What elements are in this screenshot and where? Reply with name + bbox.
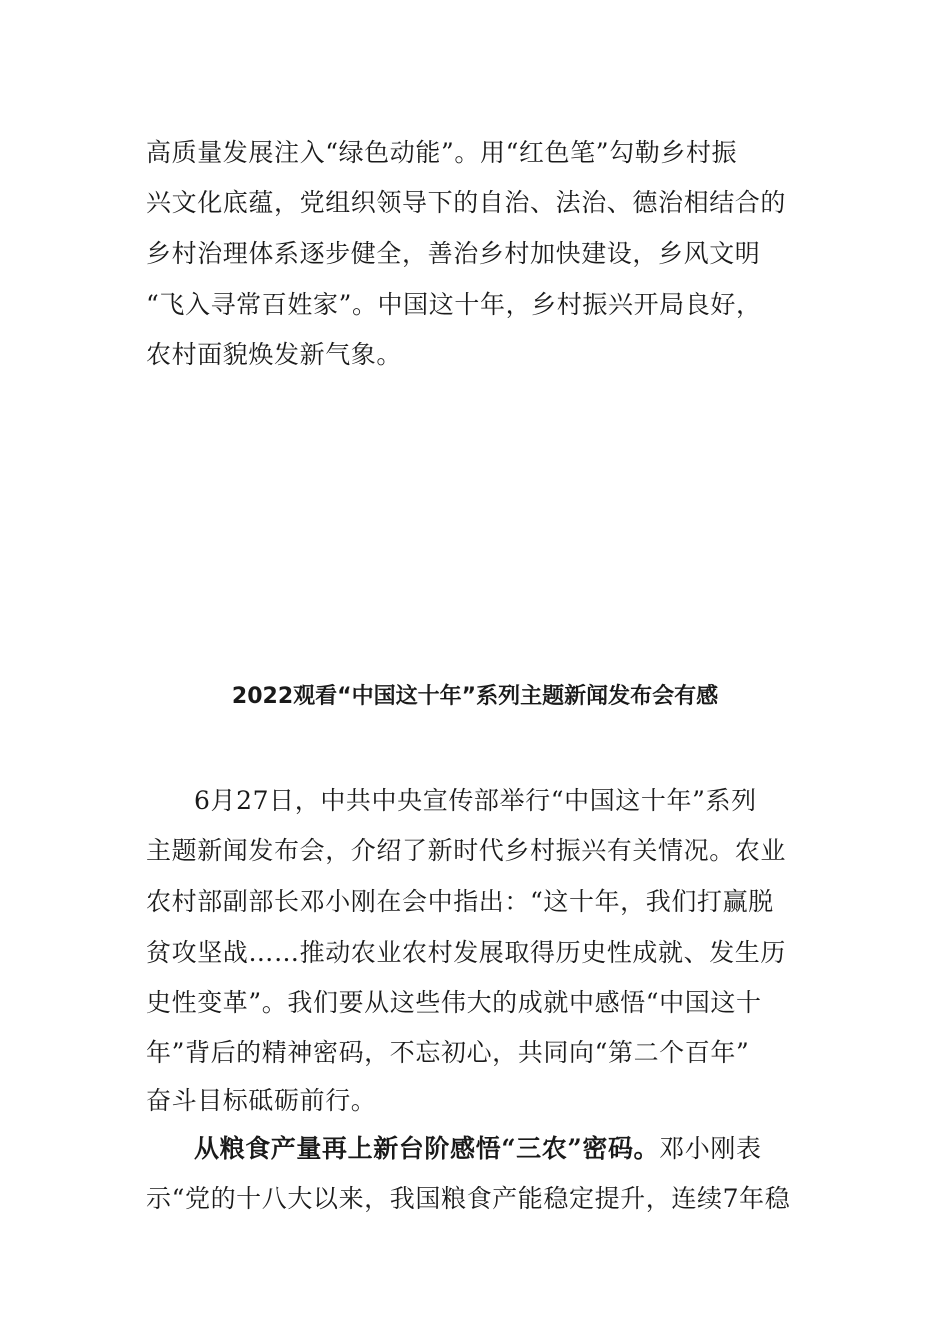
paragraph-heading: 从粮食产量再上新台阶感悟“三农”密码。 [194, 1134, 660, 1163]
article-title: 2022观看“中国这十年”系列主题新闻发布会有感 [231, 684, 719, 709]
body-text-line: “飞入寻常百姓家”。中国这十年，乡村振兴开局良好， [146, 290, 762, 319]
body-text-line: 6月27日，中共中央宣传部举行“中国这十年”系列 [194, 786, 757, 815]
body-text-line: 奋斗目标砥砺前行。 [146, 1086, 377, 1115]
body-text-line: 农村部副部长邓小刚在会中指出：“这十年，我们打赢脱 [146, 887, 774, 916]
body-text-line: 史性变革”。我们要从这些伟大的成就中感悟“中国这十 [146, 988, 762, 1017]
paragraph-text: 邓小刚表 [659, 1134, 762, 1163]
body-text-line: 贫攻坚战……推动农业农村发展取得历史性成就、发生历 [146, 938, 787, 967]
body-text-line: 主题新闻发布会，介绍了新时代乡村振兴有关情况。农业 [146, 836, 787, 865]
body-text-line: 年”背后的精神密码，不忘初心，共同向“第二个百年” [146, 1038, 750, 1067]
body-text-line: 农村面貌焕发新气象。 [146, 340, 403, 369]
body-text-line: 高质量发展注入“绿色动能”。用“红色笔”勾勒乡村振 [146, 138, 738, 167]
body-text-line: 示“党的十八大以来，我国粮食产能稳定提升，连续7年稳 [146, 1184, 791, 1213]
body-text-line: 乡村治理体系逐步健全，善治乡村加快建设，乡风文明 [146, 239, 761, 268]
body-text-line: 兴文化底蕴，党组织领导下的自治、法治、德治相结合的 [146, 188, 787, 217]
body-text-line [194, 1136, 762, 1161]
